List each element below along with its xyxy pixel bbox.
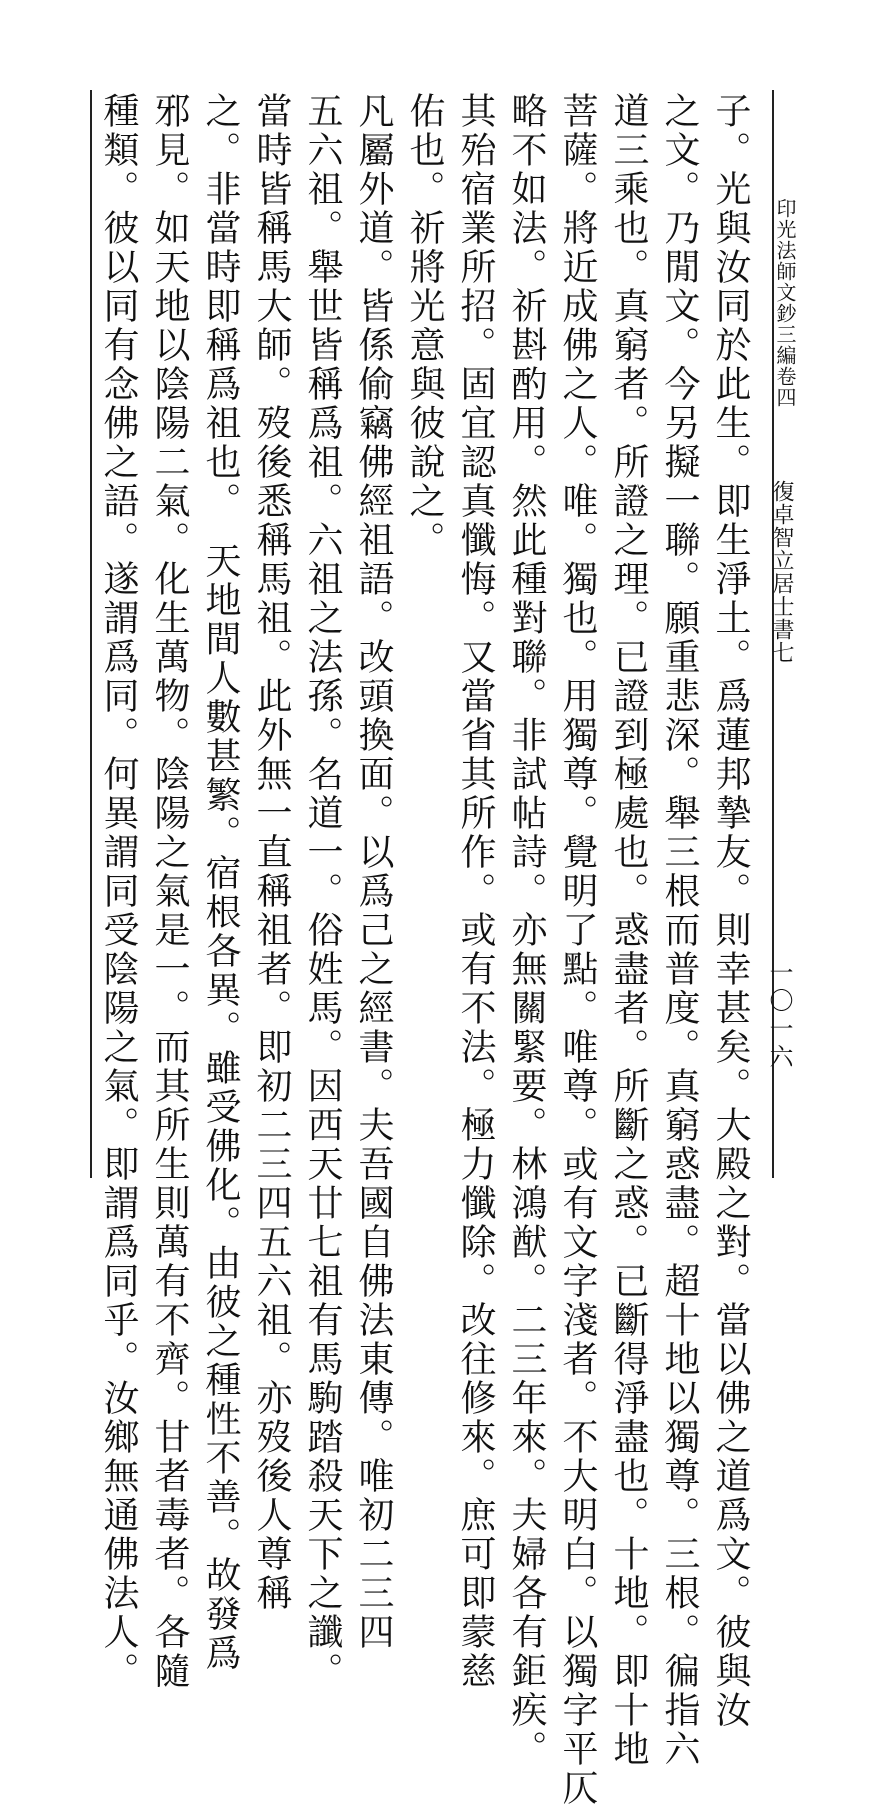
text-column: 菩薩。將近成佛之人。唯。獨也。用獨尊。覺明了點。唯尊。或有文字淺者。不大明白。以獨字平仄 bbox=[557, 92, 598, 1808]
letter-title: 復卓智立居士書七 bbox=[769, 480, 794, 664]
text-column: 之文。乃閒文。今另擬一聯。願重悲深。舉三根而普度。真窮惑盡。超十地以獨尊。三根。徧指六 bbox=[659, 92, 700, 1769]
text-column: 略不如法。祈斟酌用。然此種對聯。非試帖詩。亦無關緊要。林鴻猷。二三年來。夫婦各有鉅疾。 bbox=[506, 92, 547, 1769]
text-column: 子。光與汝同於此生。即生淨土。爲蓮邦摯友。則幸甚矣。大殿之對。當以佛之道爲文。彼與汝 bbox=[710, 92, 751, 1730]
page-number: 一〇一六 bbox=[765, 960, 793, 1072]
text-column: 凡屬外道。皆係偷竊佛經祖語。改頭換面。以爲己之經書。夫吾國自佛法東傳。唯初二三四 bbox=[353, 92, 394, 1652]
text-column: 其殆宿業所招。固宜認真懺悔。又當省其所作。或有不法。極力懺除。改往修來。庶可即蒙慈 bbox=[455, 92, 496, 1691]
text-column: 之。非當時即稱爲祖也。 天地間人數甚繁。宿根各異。雖受佛化。由彼之種性不善。故發爲 bbox=[200, 92, 241, 1673]
text-column: 邪見。如天地以陰陽二氣。化生萬物。陰陽之氣是一。而其所生則萬有不齊。甘者毒者。各隨 bbox=[149, 92, 190, 1691]
text-column: 道三乘也。真窮者。所證之理。已證到極處也。惑盡者。所斷之惑。已斷得淨盡也。十地。即十地 bbox=[608, 92, 649, 1769]
text-column: 佑也。祈將光意與彼說之。 bbox=[404, 92, 445, 560]
text-column: 五六祖。舉世皆稱爲祖。六祖之法孫。名道一。俗姓馬。因西天廿七祖有馬駒踏殺天下之讖。 bbox=[302, 92, 343, 1691]
book-title: 印光法師文鈔三編卷四 bbox=[773, 198, 797, 408]
text-column: 當時皆稱馬大師。歿後悉稱馬祖。此外無一直稱祖者。即初二三四五六祖。亦歿後人尊稱 bbox=[251, 92, 292, 1613]
text-column: 種類。彼以同有念佛之語。遂謂爲同。何異謂同受陰陽之氣。即謂爲同乎。汝鄉無通佛法人。 bbox=[98, 92, 139, 1691]
